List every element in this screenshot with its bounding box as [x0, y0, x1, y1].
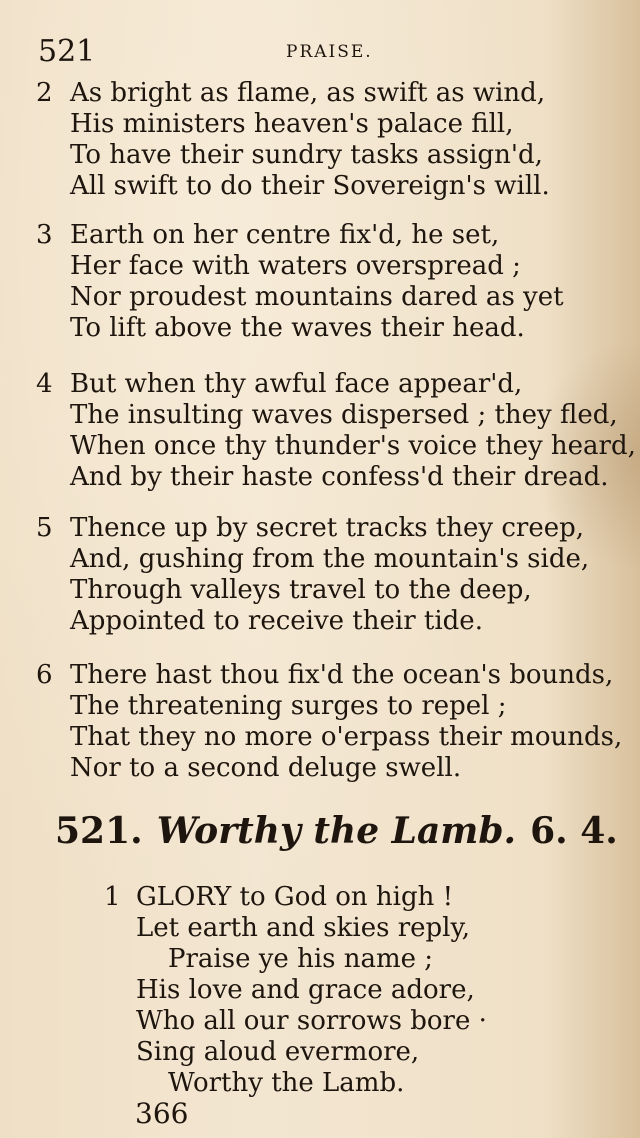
hymn-title [55, 806, 635, 856]
verse-line: Her face with waters overspread ; [70, 251, 521, 281]
verse-line: And, gushing from the mountain's side, [70, 544, 590, 574]
verse-line: As bright as flame, as swift as wind, [70, 78, 546, 108]
stanza-line [104, 882, 624, 913]
verse-line: Appointed to receive their tide. [70, 606, 483, 636]
verse-line: There hast thou fix'd the ocean's bounds, [70, 660, 614, 690]
verse-line: All swift to do their Sovereign's will. [70, 171, 550, 201]
running-head: PRAISE. [286, 42, 373, 62]
stanza-line [36, 282, 636, 313]
page-header [38, 32, 598, 72]
stanza-line [36, 575, 636, 606]
stanza-4 [36, 369, 636, 493]
stanza-line [36, 606, 636, 637]
stanza-line [36, 753, 636, 784]
stanza-line [36, 369, 636, 400]
stanza-line [104, 913, 624, 944]
hymn-number: 521. [55, 810, 143, 852]
verse-line: Let earth and skies reply, [136, 913, 470, 943]
verse-line: That they no more o'erpass their mounds, [70, 722, 623, 752]
hymn-name: Worthy the Lamb. [156, 810, 517, 852]
stanza-number: 3 [36, 220, 53, 250]
stanza-line [36, 313, 636, 344]
page-number: 521 [38, 34, 96, 69]
verse-line: His ministers heaven's palace fill, [70, 109, 514, 139]
stanza-line [36, 691, 636, 722]
verse-line: Sing aloud evermore, [136, 1037, 420, 1067]
verse-line: Worthy the Lamb. [168, 1068, 405, 1098]
stanza-number: 6 [36, 660, 53, 690]
verse-line: Nor to a second deluge swell. [70, 753, 462, 783]
hymn-stanza-1 [104, 882, 624, 1099]
stanza-line [36, 220, 636, 251]
verse-line: To lift above the waves their head. [70, 313, 525, 343]
stanza-line [36, 462, 636, 493]
verse-line: To have their sundry tasks assign'd, [70, 140, 543, 170]
verse-line: And by their haste confess'd their dread. [70, 462, 609, 492]
stanza-line [36, 513, 636, 544]
stanza-line [104, 944, 624, 975]
verse-line: But when thy awful face appear'd, [70, 369, 523, 399]
stanza-line [36, 109, 636, 140]
stanza-line [36, 78, 636, 109]
verse-line: The insulting waves dispersed ; they fled, [70, 400, 618, 430]
stanza-number: 2 [36, 78, 53, 108]
stanza-6 [36, 660, 636, 784]
stanza-line [36, 140, 636, 171]
stanza-line [104, 1037, 624, 1068]
stanza-line [36, 722, 636, 753]
stanza-line [36, 171, 636, 202]
stanza-line [36, 431, 636, 462]
verse-line: Praise ye his name ; [168, 944, 434, 974]
verse-line: Nor proudest mountains dared as yet [70, 282, 564, 312]
verse-line: When once thy thunder's voice they heard, [70, 431, 636, 461]
stanza-5 [36, 513, 636, 637]
verse-line: The threatening surges to repel ; [70, 691, 507, 721]
verse-line: Who all our sorrows bore · [136, 1006, 487, 1036]
stanza-number: 4 [36, 369, 53, 399]
stanza-line [104, 975, 624, 1006]
stanza-2 [36, 78, 636, 202]
verse-line: GLORY to God on high ! [136, 882, 454, 912]
signature-mark: 366 [135, 1097, 189, 1130]
verse-line: Earth on her centre fix'd, he set, [70, 220, 500, 250]
hymn-meter: 6. 4. [530, 810, 618, 852]
stanza-line [104, 1006, 624, 1037]
stanza-line [36, 400, 636, 431]
stanza-line [36, 660, 636, 691]
verse-line: Thence up by secret tracks they creep, [70, 513, 585, 543]
verse-line: Through valleys travel to the deep, [70, 575, 532, 605]
stanza-line [36, 251, 636, 282]
stanza-3 [36, 220, 636, 344]
stanza-number: 5 [36, 513, 53, 543]
stanza-line [104, 1068, 624, 1099]
stanza-line [36, 544, 636, 575]
stanza-number: 1 [104, 882, 121, 912]
verse-line: His love and grace adore, [136, 975, 475, 1005]
